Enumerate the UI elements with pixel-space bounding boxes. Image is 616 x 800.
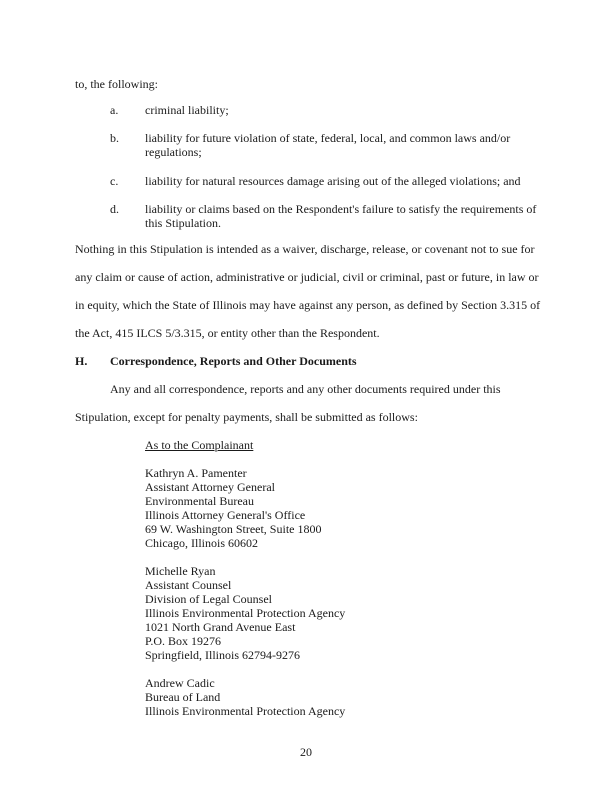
item-b-text: liability for future violation of state, federal, local, and common laws and/or (145, 131, 511, 145)
address-line: Illinois Attorney General's Office (145, 508, 306, 522)
paragraph-line: Stipulation, except for penalty payments, shall be submitted as follows: (75, 410, 418, 424)
address-line: Bureau of Land (145, 690, 221, 704)
address-line: 1021 North Grand Avenue East (145, 620, 296, 634)
subheading: As to the Complainant (145, 438, 254, 452)
item-d-text-cont: this Stipulation. (145, 216, 222, 230)
page-number: 20 (300, 745, 312, 759)
address-line: Kathryn A. Pamenter (145, 466, 247, 480)
paragraph-line: in equity, which the State of Illinois may have against any person, as defined by Section 3.315 of (75, 298, 541, 312)
address-line: Andrew Cadic (145, 676, 215, 690)
address-line: Environmental Bureau (145, 494, 254, 508)
address-line: Division of Legal Counsel (145, 592, 272, 606)
address-line: Illinois Environmental Protection Agency (145, 704, 346, 718)
item-a-text: criminal liability; (145, 103, 229, 117)
item-d-text: liability or claims based on the Respondent's failure to satisfy the requirements of (145, 202, 537, 216)
address-line: Chicago, Illinois 60602 (145, 536, 258, 550)
section-number: H. (75, 354, 88, 368)
paragraph-line: Any and all correspondence, reports and any other documents required under this (110, 382, 501, 396)
intro-text: to, the following: (75, 77, 158, 91)
item-b-text-cont: regulations; (145, 145, 202, 159)
address-line: 69 W. Washington Street, Suite 1800 (145, 522, 322, 536)
address-line: P.O. Box 19276 (145, 634, 222, 648)
paragraph-line: any claim or cause of action, administrative or judicial, civil or criminal, past or future, in law or (75, 270, 539, 284)
paragraph-line: the Act, 415 ILCS 5/3.315, or entity other than the Respondent. (75, 326, 380, 340)
address-line: Springfield, Illinois 62794-9276 (145, 648, 300, 662)
address-line: Assistant Counsel (145, 578, 232, 592)
paragraph-line: Nothing in this Stipulation is intended as a waiver, discharge, release, or covenant not to sue for (75, 242, 535, 256)
address-line: Michelle Ryan (145, 564, 216, 578)
item-a-letter: a. (110, 103, 119, 117)
item-d-letter: d. (110, 202, 119, 216)
address-line: Assistant Attorney General (145, 480, 275, 494)
address-line: Illinois Environmental Protection Agency (145, 606, 346, 620)
item-b-letter: b. (110, 131, 119, 145)
section-title: Correspondence, Reports and Other Documents (110, 354, 357, 368)
item-c-text: liability for natural resources damage arising out of the alleged violations; and (145, 174, 521, 188)
item-c-letter: c. (110, 174, 119, 188)
